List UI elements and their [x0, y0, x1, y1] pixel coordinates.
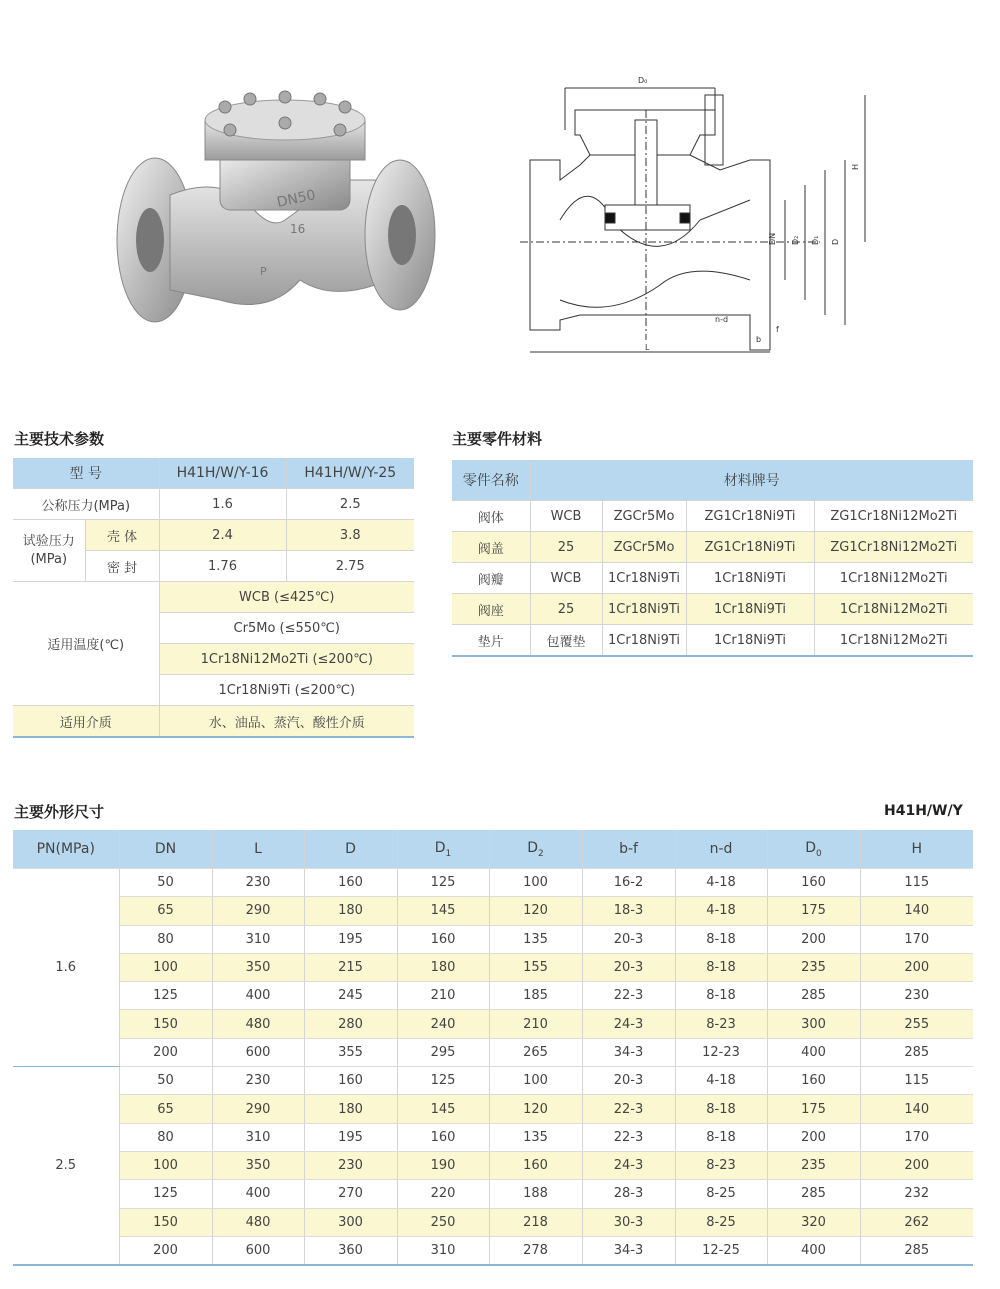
cell: 600 [212, 1038, 304, 1066]
cell: 80 [119, 1123, 212, 1151]
cell: 200 [119, 1038, 212, 1066]
label-nd: n-d [715, 315, 729, 324]
label-d0: D₀ [638, 76, 648, 85]
cell: 30-3 [582, 1208, 675, 1236]
cell: 8-23 [675, 1010, 767, 1038]
cell: ZG1Cr18Ni12Mo2Ti [814, 532, 973, 563]
cell: 200 [860, 1151, 973, 1179]
cell: 150 [119, 1010, 212, 1038]
cell: 18-3 [582, 897, 675, 925]
cell: 2.4 [159, 520, 286, 551]
header-label: n-d [709, 841, 733, 857]
cell: 210 [397, 982, 489, 1010]
label-d1: D₁ [811, 235, 820, 245]
header-cell [119, 830, 212, 869]
cell: 145 [397, 1095, 489, 1123]
cell: 190 [397, 1151, 489, 1179]
label-b: b [756, 335, 762, 344]
cell: 350 [212, 953, 304, 981]
cell: 100 [489, 1067, 582, 1095]
cell: 278 [489, 1236, 582, 1265]
cell: 1.76 [159, 551, 286, 582]
cell: 阀体 [452, 501, 530, 532]
cell: 285 [860, 1038, 973, 1066]
cell: 145 [397, 897, 489, 925]
cell: 22-3 [582, 1095, 675, 1123]
header-subscript: 2 [538, 848, 544, 859]
cell: 50 [119, 869, 212, 897]
cell: 8-18 [675, 1095, 767, 1123]
table-row [452, 594, 973, 625]
cell: 4-18 [675, 897, 767, 925]
row-label: 公称压力(MPa) [13, 489, 159, 520]
table-row [13, 582, 414, 613]
table-row [13, 458, 414, 489]
cell: 290 [212, 897, 304, 925]
cell: 195 [304, 925, 397, 953]
cell: 阀座 [452, 594, 530, 625]
cell: 300 [304, 1208, 397, 1236]
table-row [452, 532, 973, 563]
label-l: L [645, 343, 650, 352]
cell: 160 [397, 1123, 489, 1151]
header-cell: 零件名称 [452, 460, 530, 501]
cell: 400 [767, 1038, 860, 1066]
cell: 3.8 [286, 520, 414, 551]
label-dn: DN [768, 232, 777, 245]
materials-title: 主要零件材料 [452, 430, 543, 448]
cell: ZGCr5Mo [602, 532, 686, 563]
cell: 480 [212, 1010, 304, 1038]
header-label: DN [154, 841, 177, 857]
cell: 310 [212, 925, 304, 953]
cell: 270 [304, 1180, 397, 1208]
cell: WCB [530, 501, 602, 532]
header-label: D [345, 841, 356, 857]
cell: 1Cr18Ni9Ti [602, 594, 686, 625]
cell: 200 [767, 925, 860, 953]
table-row [13, 1236, 973, 1265]
table-row [13, 520, 414, 551]
header-cell [767, 830, 860, 869]
cell: 115 [860, 869, 973, 897]
cell: 125 [397, 869, 489, 897]
cell: 300 [767, 1010, 860, 1038]
cell: WCB (≤425℃) [159, 582, 414, 613]
cell: 185 [489, 982, 582, 1010]
table-row [452, 501, 973, 532]
row-label: 适用温度(℃) [13, 582, 159, 706]
cell: 188 [489, 1180, 582, 1208]
cell: 230 [304, 1151, 397, 1179]
cell: 包覆垫 [530, 625, 602, 657]
cell: 400 [212, 1180, 304, 1208]
cell: 8-25 [675, 1180, 767, 1208]
cell: ZGCr5Mo [602, 501, 686, 532]
cell: 20-3 [582, 953, 675, 981]
cell: 160 [767, 1067, 860, 1095]
cell: 180 [304, 897, 397, 925]
cell: 180 [397, 953, 489, 981]
cell: 1Cr18Ni12Mo2Ti [814, 563, 973, 594]
cell: 125 [119, 1180, 212, 1208]
table-row [13, 706, 414, 738]
header-label: PN(MPa) [36, 841, 95, 857]
cell: 125 [119, 982, 212, 1010]
cell: 262 [860, 1208, 973, 1236]
header-cell [675, 830, 767, 869]
header-cell [489, 830, 582, 869]
cell: 218 [489, 1208, 582, 1236]
valve-photo [110, 85, 440, 330]
cell: 8-25 [675, 1208, 767, 1236]
dimensions-title: 主要外形尺寸 [14, 803, 105, 821]
cell: 25 [530, 594, 602, 625]
header-label: D [805, 839, 817, 856]
header-label: b-f [619, 841, 638, 857]
cell: 28-3 [582, 1180, 675, 1208]
pn-cell: 1.6 [13, 869, 119, 1067]
cell: 22-3 [582, 1123, 675, 1151]
cast-text-pn: 16 [290, 222, 306, 236]
cell: 1.6 [159, 489, 286, 520]
row-label: 试验压力 (MPa) [13, 520, 85, 582]
cell: 1Cr18Ni9Ti [602, 625, 686, 657]
table-row [13, 1180, 973, 1208]
cell: 160 [397, 925, 489, 953]
cell: 310 [397, 1236, 489, 1265]
table-row [13, 1067, 973, 1095]
cell: 180 [304, 1095, 397, 1123]
cell: 480 [212, 1208, 304, 1236]
header-cell: H41H/W/Y-25 [286, 458, 414, 489]
cell: 100 [119, 1151, 212, 1179]
table-row [13, 1123, 973, 1151]
cell: 200 [860, 953, 973, 981]
tech-params-title: 主要技术参数 [14, 430, 105, 448]
cell: 160 [489, 1151, 582, 1179]
label-d: D [831, 238, 840, 245]
header-cell: 型 号 [13, 458, 159, 489]
cell: 200 [119, 1236, 212, 1265]
table-row [13, 1038, 973, 1066]
cell: 135 [489, 925, 582, 953]
cell: 150 [119, 1208, 212, 1236]
cell: 100 [489, 869, 582, 897]
header-cell [582, 830, 675, 869]
cell: 170 [860, 925, 973, 953]
cell: 355 [304, 1038, 397, 1066]
cell: 4-18 [675, 1067, 767, 1095]
cell: 160 [767, 869, 860, 897]
valve-section-drawing [520, 70, 870, 360]
cell: 120 [489, 1095, 582, 1123]
cell: 1Cr18Ni9Ti (≤200℃) [159, 675, 414, 706]
dimensions-table [13, 830, 973, 1266]
cell: 240 [397, 1010, 489, 1038]
tech-params-table [13, 458, 414, 738]
cell: 24-3 [582, 1151, 675, 1179]
cell: 垫片 [452, 625, 530, 657]
header-cell [13, 830, 119, 869]
cell: 115 [860, 1067, 973, 1095]
cell: 65 [119, 897, 212, 925]
header-label: H [911, 841, 923, 857]
model-tag: H41H/W/Y [884, 803, 963, 819]
cell: 195 [304, 1123, 397, 1151]
cell: 235 [767, 1151, 860, 1179]
cell: Cr5Mo (≤550℃) [159, 613, 414, 644]
cell: 350 [212, 1151, 304, 1179]
cell: 220 [397, 1180, 489, 1208]
cell: 170 [860, 1123, 973, 1151]
cell: 1Cr18Ni12Mo2Ti [814, 594, 973, 625]
table-row [452, 625, 973, 657]
cell: WCB [530, 563, 602, 594]
row-label: 密 封 [85, 551, 159, 582]
cell: 140 [860, 1095, 973, 1123]
cell: 400 [767, 1236, 860, 1265]
cell: 1Cr18Ni9Ti [686, 594, 814, 625]
table-row [13, 1151, 973, 1179]
label-d2: D₂ [791, 235, 800, 245]
cell: 8-18 [675, 1123, 767, 1151]
table-row [13, 925, 973, 953]
cell: 400 [212, 982, 304, 1010]
cell: 1Cr18Ni9Ti [686, 625, 814, 657]
header-subscript: 0 [816, 848, 822, 859]
cell: 20-3 [582, 1067, 675, 1095]
cell: 120 [489, 897, 582, 925]
cell: 230 [860, 982, 973, 1010]
cell: 80 [119, 925, 212, 953]
cell: 1Cr18Ni9Ti [686, 563, 814, 594]
cell: 8-18 [675, 953, 767, 981]
cell: 285 [767, 982, 860, 1010]
header-cell: H41H/W/Y-16 [159, 458, 286, 489]
cell: 310 [212, 1123, 304, 1151]
cast-text-p: P [260, 265, 267, 278]
cell: 135 [489, 1123, 582, 1151]
cell: 360 [304, 1236, 397, 1265]
cell: 235 [767, 953, 860, 981]
table-row [13, 869, 973, 897]
cell: 175 [767, 1095, 860, 1123]
cell: 24-3 [582, 1010, 675, 1038]
header-cell [860, 830, 973, 869]
header-label: L [254, 841, 262, 857]
cell: 50 [119, 1067, 212, 1095]
cell: 2.5 [286, 489, 414, 520]
table-row [452, 563, 973, 594]
table-row [13, 897, 973, 925]
cell: 160 [304, 869, 397, 897]
cell: 232 [860, 1180, 973, 1208]
cell: 25 [530, 532, 602, 563]
cell: 255 [860, 1010, 973, 1038]
table-row [452, 460, 973, 501]
cell: 8-23 [675, 1151, 767, 1179]
cell: 阀瓣 [452, 563, 530, 594]
cell: 215 [304, 953, 397, 981]
cell: ZG1Cr18Ni12Mo2Ti [814, 501, 973, 532]
materials-table [452, 460, 973, 657]
dimensions-body [13, 869, 973, 1266]
table-header-row [13, 830, 973, 869]
cell: 20-3 [582, 925, 675, 953]
cell: 295 [397, 1038, 489, 1066]
cell: 155 [489, 953, 582, 981]
table-row [13, 982, 973, 1010]
table-row [13, 953, 973, 981]
cell: 22-3 [582, 982, 675, 1010]
cell: 200 [767, 1123, 860, 1151]
cell: 1Cr18Ni12Mo2Ti (≤200℃) [159, 644, 414, 675]
cell: 8-18 [675, 925, 767, 953]
cell: 285 [767, 1180, 860, 1208]
cell: 265 [489, 1038, 582, 1066]
cell: 245 [304, 982, 397, 1010]
row-label: 适用介质 [13, 706, 159, 738]
cell: 阀盖 [452, 532, 530, 563]
cell: 175 [767, 897, 860, 925]
cell: 8-18 [675, 982, 767, 1010]
cell: 210 [489, 1010, 582, 1038]
cell: 65 [119, 1095, 212, 1123]
cell: 1Cr18Ni12Mo2Ti [814, 625, 973, 657]
label-h: H [851, 163, 860, 170]
table-row [13, 489, 414, 520]
header-label: D [434, 839, 446, 856]
cell: 16-2 [582, 869, 675, 897]
table-row [13, 1208, 973, 1236]
cell: ZG1Cr18Ni9Ti [686, 532, 814, 563]
cell: 160 [304, 1067, 397, 1095]
header-cell [212, 830, 304, 869]
cell: 230 [212, 869, 304, 897]
cell: 250 [397, 1208, 489, 1236]
cell: 34-3 [582, 1236, 675, 1265]
label-f: f [776, 325, 779, 334]
header-cell: 材料牌号 [530, 460, 973, 501]
cell: 4-18 [675, 869, 767, 897]
table-row [13, 1095, 973, 1123]
cell: 320 [767, 1208, 860, 1236]
cell: 100 [119, 953, 212, 981]
cell: 230 [212, 1067, 304, 1095]
header-cell [397, 830, 489, 869]
cell: 140 [860, 897, 973, 925]
header-cell [304, 830, 397, 869]
cell: 280 [304, 1010, 397, 1038]
cell: 2.75 [286, 551, 414, 582]
cell: 12-23 [675, 1038, 767, 1066]
cell: ZG1Cr18Ni9Ti [686, 501, 814, 532]
cell: 600 [212, 1236, 304, 1265]
cast-text-dn: DN50 [275, 187, 318, 211]
cell: 1Cr18Ni9Ti [602, 563, 686, 594]
cell: 水、油品、蒸汽、酸性介质 [159, 706, 414, 738]
cell: 290 [212, 1095, 304, 1123]
cell: 12-25 [675, 1236, 767, 1265]
cell: 285 [860, 1236, 973, 1265]
header-subscript: 1 [445, 848, 452, 859]
pn-cell: 2.5 [13, 1067, 119, 1266]
table-row [13, 1010, 973, 1038]
cell: 125 [397, 1067, 489, 1095]
row-label: 壳 体 [85, 520, 159, 551]
cell: 34-3 [582, 1038, 675, 1066]
header-label: D [527, 839, 539, 856]
